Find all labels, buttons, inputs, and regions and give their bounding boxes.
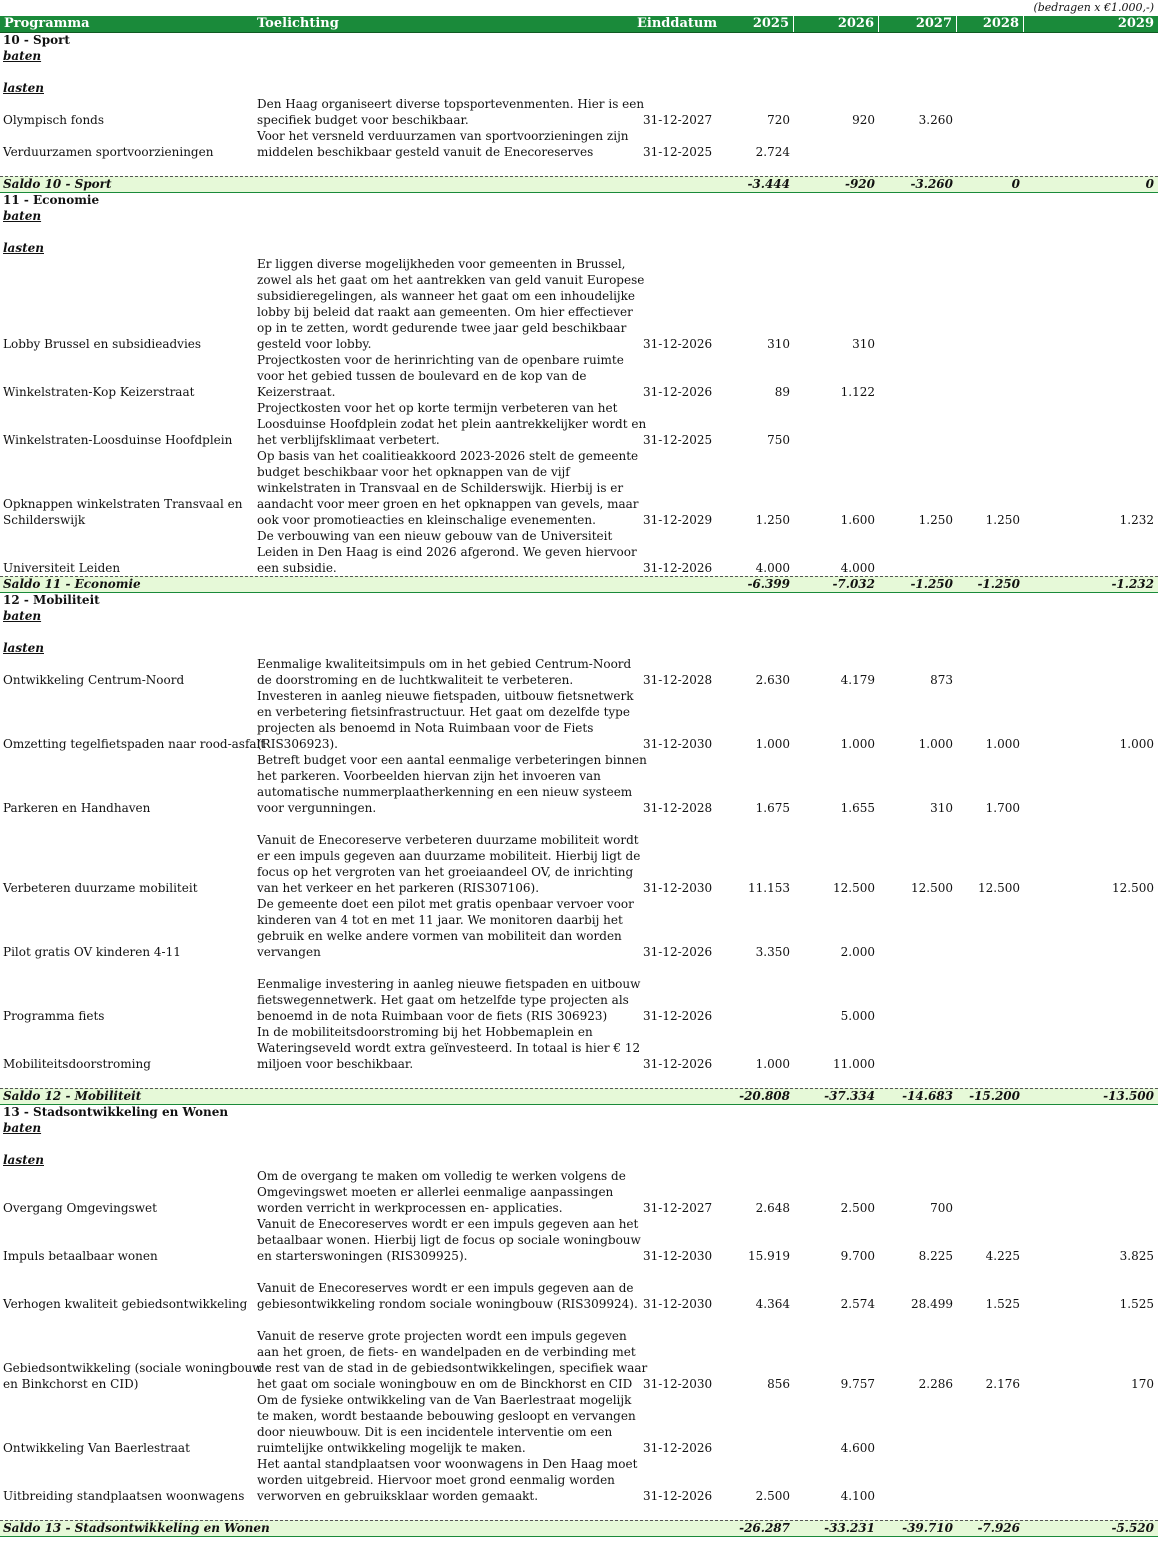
row-einddatum: 31-12-2026 xyxy=(643,1489,713,1503)
saldo-value: -1.250 xyxy=(977,577,1020,591)
saldo-value: 0 xyxy=(1011,177,1020,191)
row-toelichting-line: Omgevingswet moeten er allerlei eenmalige aanpassingen xyxy=(257,1185,614,1199)
row-amount: 2.500 xyxy=(755,1489,790,1503)
program-title-text: 10 - Sport xyxy=(3,33,70,47)
header-year: 2029 xyxy=(1117,16,1154,31)
saldo-value: -37.334 xyxy=(824,1089,875,1103)
row-amount: 1.675 xyxy=(755,801,790,815)
row-programma: Verduurzamen sportvoorzieningen xyxy=(3,145,214,159)
row-amount: 1.122 xyxy=(840,385,875,399)
table-row xyxy=(0,256,1158,352)
row-toelichting-line: benoemd in de nota Ruimbaan voor de fiets (RIS 306923) xyxy=(257,1009,608,1023)
row-toelichting-line: subsidieregelingen, als wanneer het gaat om een inhoudelijke xyxy=(257,289,636,303)
section-label xyxy=(0,240,1158,256)
header-year: 2028 xyxy=(982,16,1019,31)
saldo-value: -6.399 xyxy=(747,577,790,591)
row-amount: 1.232 xyxy=(1119,513,1154,527)
program-title xyxy=(0,192,1158,208)
section-label xyxy=(0,1120,1158,1136)
row-toelichting-line: De gemeente doet een pilot met gratis openbaar vervoer voor xyxy=(257,897,634,911)
row-toelichting-line: op in te zetten, wordt gedurende twee jaar geld beschikbaar xyxy=(257,321,627,335)
row-toelichting-line: Vanuit de reserve grote projecten wordt een impuls gegeven xyxy=(257,1329,627,1343)
row-amount: 1.000 xyxy=(755,737,790,751)
row-amount: 310 xyxy=(852,337,875,351)
row-einddatum: 31-12-2030 xyxy=(643,1297,713,1311)
table-row xyxy=(0,752,1158,816)
row-amount: 1.250 xyxy=(918,513,953,527)
row-einddatum: 31-12-2028 xyxy=(643,801,713,815)
header-year: 2025 xyxy=(752,16,789,31)
row-toelichting-line: focus op het vergroten van het groeiaandeel OV, de inrichting xyxy=(257,865,634,879)
section-label xyxy=(0,640,1158,656)
row-toelichting-line: Loosduinse Hoofdplein zodat het plein aantrekkelijker wordt en xyxy=(257,417,647,431)
row-amount: 15.919 xyxy=(748,1249,790,1263)
row-einddatum: 31-12-2029 xyxy=(643,513,713,527)
row-toelichting-line: Op basis van het coalitieakkoord 2023-2026 stelt de gemeente xyxy=(257,449,639,463)
row-toelichting-line: te maken, wordt bestaande bebouwing gesloopt en vervangen xyxy=(257,1409,636,1423)
row-toelichting-line: Investeren in aanleg nieuwe fietspaden, uitbouw fietsnetwerk xyxy=(257,689,634,703)
program-title-text: 13 - Stadsontwikkeling en Wonen xyxy=(3,1105,229,1119)
row-toelichting-line: lobby bij beleid dat raakt aan gemeenten. Om hier effectiever xyxy=(257,305,633,319)
row-amount: 89 xyxy=(774,385,790,399)
program-title xyxy=(0,1104,1158,1120)
row-toelichting-line: Eenmalige kwaliteitsimpuls om in het gebied Centrum-Noord xyxy=(257,657,632,671)
row-programma: Universiteit Leiden xyxy=(3,561,121,575)
section-label xyxy=(0,208,1158,224)
table-row xyxy=(0,1024,1158,1072)
header-separator xyxy=(956,16,957,32)
row-amount: 3.350 xyxy=(755,945,790,959)
table-row xyxy=(0,400,1158,448)
section-label-text: baten xyxy=(3,49,42,63)
section-label xyxy=(0,48,1158,64)
row-toelichting-line: (RIS306923). xyxy=(257,737,338,751)
row-amount: 3.260 xyxy=(918,113,953,127)
row-einddatum: 31-12-2026 xyxy=(643,1009,713,1023)
row-einddatum: 31-12-2026 xyxy=(643,945,713,959)
row-amount: 3.825 xyxy=(1119,1249,1154,1263)
row-toelichting-line: De verbouwing van een nieuw gebouw van de Universiteit xyxy=(257,529,613,543)
row-programma: Gebiedsontwikkeling (sociale woningbouw xyxy=(3,1361,263,1375)
row-toelichting-line: automatische nummerplaatherkenning en een nieuw systeem xyxy=(257,785,633,799)
row-programma: Pilot gratis OV kinderen 4-11 xyxy=(3,945,181,959)
header-separator xyxy=(1023,16,1024,32)
row-toelichting-line: specifiek budget voor beschikbaar. xyxy=(257,113,469,127)
row-toelichting-line: kinderen van 4 tot en met 11 jaar. We monitoren daarbij het xyxy=(257,913,623,927)
saldo-label: Saldo 10 - Sport xyxy=(3,177,112,191)
row-amount: 720 xyxy=(767,113,790,127)
row-toelichting-line: Eenmalige investering in aanleg nieuwe fietspaden en uitbouw xyxy=(257,977,641,991)
saldo-label: Saldo 12 - Mobiliteit xyxy=(3,1089,142,1103)
row-programma: Overgang Omgevingswet xyxy=(3,1201,157,1215)
row-amount: 1.250 xyxy=(985,513,1020,527)
row-toelichting-line: aandacht voor meer groen en het opknappen van gevels, maar xyxy=(257,497,639,511)
row-toelichting-line: het parkeren. Voorbeelden hiervan zijn het invoeren van xyxy=(257,769,601,783)
row-amount: 856 xyxy=(767,1377,790,1391)
saldo-label: Saldo 13 - Stadsontwikkeling en Wonen xyxy=(3,1521,270,1535)
table-row xyxy=(0,656,1158,688)
table-row xyxy=(0,960,1158,1024)
row-programma: Verhogen kwaliteit gebiedsontwikkeling xyxy=(3,1297,248,1311)
row-programma: Impuls betaalbaar wonen xyxy=(3,1249,158,1263)
row-toelichting-line: Projectkosten voor het op korte termijn verbeteren van het xyxy=(257,401,618,415)
row-einddatum: 31-12-2027 xyxy=(643,113,713,127)
section-label xyxy=(0,608,1158,624)
row-einddatum: 31-12-2026 xyxy=(643,385,713,399)
saldo-value: -7.926 xyxy=(977,1521,1020,1535)
program-title xyxy=(0,592,1158,608)
row-programma: Schilderswijk xyxy=(3,513,86,527)
section-label-text: lasten xyxy=(3,1153,44,1167)
section-label-text: lasten xyxy=(3,641,44,655)
row-toelichting-line: gesteld voor lobby. xyxy=(257,337,372,351)
row-amount: 170 xyxy=(1131,1377,1154,1391)
row-toelichting-line: de doorstroming en de luchtkwaliteit te verbeteren. xyxy=(257,673,574,687)
saldo-value: -1.232 xyxy=(1111,577,1154,591)
row-toelichting-line: Om de overgang te maken om volledig te werken volgens de xyxy=(257,1169,626,1183)
row-amount: 1.600 xyxy=(840,513,875,527)
row-toelichting-line: worden uitgebreid. Hiervoor moet grond eenmalig worden xyxy=(257,1473,615,1487)
row-toelichting-line: Leiden in Den Haag is eind 2026 afgerond. We geven hiervoor xyxy=(257,545,637,559)
row-toelichting-line: Voor het versneld verduurzamen van sportvoorzieningen zijn xyxy=(257,129,629,143)
saldo-value: -33.231 xyxy=(824,1521,875,1535)
section-label-text: lasten xyxy=(3,241,44,255)
section-label-text: lasten xyxy=(3,81,44,95)
row-amount: 12.500 xyxy=(1112,881,1154,895)
saldo-row xyxy=(0,1088,1158,1105)
row-einddatum: 31-12-2030 xyxy=(643,737,713,751)
row-amount: 4.000 xyxy=(755,561,790,575)
saldo-value: -7.032 xyxy=(832,577,875,591)
row-amount: 11.153 xyxy=(748,881,790,895)
header-year: 2026 xyxy=(837,16,874,31)
row-amount: 2.176 xyxy=(985,1377,1020,1391)
table-row xyxy=(0,1392,1158,1456)
section-label-text: baten xyxy=(3,1121,42,1135)
row-amount: 1.000 xyxy=(755,1057,790,1071)
row-toelichting-line: Den Haag organiseert diverse topsportevenmenten. Hier is een xyxy=(257,97,645,111)
row-einddatum: 31-12-2026 xyxy=(643,1441,713,1455)
saldo-value: -3.260 xyxy=(910,177,953,191)
row-amount: 310 xyxy=(767,337,790,351)
row-einddatum: 31-12-2026 xyxy=(643,561,713,575)
program-title-text: 11 - Economie xyxy=(3,193,100,207)
saldo-value: -5.520 xyxy=(1111,1521,1154,1535)
row-toelichting-line: Wateringseveld wordt extra geïnvesteerd. In totaal is hier € 12 xyxy=(257,1041,641,1055)
saldo-label: Saldo 11 - Economie xyxy=(3,577,141,591)
row-amount: 1.000 xyxy=(840,737,875,751)
row-programma: Winkelstraten-Loosduinse Hoofdplein xyxy=(3,433,233,447)
row-amount: 700 xyxy=(930,1201,953,1215)
saldo-value: -39.710 xyxy=(902,1521,953,1535)
header-toelichting: Toelichting xyxy=(257,16,339,31)
table-row xyxy=(0,1312,1158,1392)
row-programma: Olympisch fonds xyxy=(3,113,105,127)
table-header xyxy=(0,16,1158,33)
table-row xyxy=(0,816,1158,896)
row-amount: 4.000 xyxy=(840,561,875,575)
row-amount: 8.225 xyxy=(918,1249,953,1263)
header-separator xyxy=(793,16,794,32)
row-amount: 1.000 xyxy=(985,737,1020,751)
table-row xyxy=(0,896,1158,960)
saldo-value: 0 xyxy=(1145,177,1154,191)
row-toelichting-line: ook voor promotieacties en kleinschalige evenementen. xyxy=(257,513,596,527)
row-toelichting-line: Om de fysieke ontwikkeling van de Van Baerlestraat mogelijk xyxy=(257,1393,632,1407)
row-toelichting-line: middelen beschikbaar gesteld vanuit de Enecoreserves xyxy=(257,145,594,159)
row-einddatum: 31-12-2026 xyxy=(643,337,713,351)
row-amount: 12.500 xyxy=(833,881,875,895)
section-label xyxy=(0,80,1158,96)
section-label-text: baten xyxy=(3,209,42,223)
section-label-text: baten xyxy=(3,609,42,623)
table-row xyxy=(0,448,1158,528)
row-amount: 9.757 xyxy=(840,1377,875,1391)
saldo-value: -26.287 xyxy=(739,1521,790,1535)
row-programma: Ontwikkeling Van Baerlestraat xyxy=(3,1441,190,1455)
row-toelichting-line: en starterswoningen (RIS309925). xyxy=(257,1249,468,1263)
row-amount: 1.700 xyxy=(985,801,1020,815)
row-toelichting-line: voor het gebied tussen de boulevard en de kop van de xyxy=(257,369,587,383)
header-programma: Programma xyxy=(4,16,90,31)
row-toelichting-line: van het verkeer en het parkeren (RIS307106). xyxy=(257,881,540,895)
row-toelichting-line: het gaat om sociale woningbouw en om de Binckhorst en CID xyxy=(257,1377,633,1391)
saldo-row xyxy=(0,576,1158,593)
table-row xyxy=(0,528,1158,576)
row-toelichting-line: door nieuwbouw. Dit is een incidentele interventie om een xyxy=(257,1425,613,1439)
row-toelichting-line: aan het groen, de fiets- en wandelpaden en de verbinding met xyxy=(257,1345,636,1359)
row-einddatum: 31-12-2027 xyxy=(643,1201,713,1215)
table-row xyxy=(0,1216,1158,1264)
row-amount: 2.574 xyxy=(840,1297,875,1311)
row-einddatum: 31-12-2030 xyxy=(643,1249,713,1263)
row-amount: 4.225 xyxy=(985,1249,1020,1263)
row-toelichting-line: zowel als het gaat om het aantrekken van geld vanuit Europese xyxy=(257,273,645,287)
saldo-value: -14.683 xyxy=(902,1089,953,1103)
row-amount: 2.500 xyxy=(840,1201,875,1215)
row-toelichting-line: ruimtelijke ontwikkeling mogelijk te maken. xyxy=(257,1441,526,1455)
section-label xyxy=(0,1152,1158,1168)
table-row xyxy=(0,688,1158,752)
row-amount: 9.700 xyxy=(840,1249,875,1263)
saldo-value: -15.200 xyxy=(969,1089,1020,1103)
saldo-row xyxy=(0,176,1158,193)
row-toelichting-line: miljoen voor beschikbaar. xyxy=(257,1057,414,1071)
row-toelichting-line: er een impuls gegeven aan duurzame mobiliteit. Hierbij ligt de xyxy=(257,849,641,863)
row-einddatum: 31-12-2026 xyxy=(643,1057,713,1071)
row-toelichting-line: Vanuit de Enecoreserves wordt er een impuls gegeven aan de xyxy=(257,1281,634,1295)
row-programma: Omzetting tegelfietspaden naar rood-asfalt xyxy=(3,737,266,751)
row-amount: 4.364 xyxy=(755,1297,790,1311)
row-programma: Ontwikkeling Centrum-Noord xyxy=(3,673,185,687)
row-toelichting-line: Betreft budget voor een aantal eenmalige verbeteringen binnen xyxy=(257,753,647,767)
row-einddatum: 31-12-2030 xyxy=(643,1377,713,1391)
row-toelichting-line: Projectkosten voor de herinrichting van de openbare ruimte xyxy=(257,353,624,367)
row-toelichting-line: winkelstraten in Transvaal en de Schilderswijk. Hierbij is er xyxy=(257,481,624,495)
table-row xyxy=(0,1264,1158,1312)
row-amount: 1.525 xyxy=(985,1297,1020,1311)
row-toelichting-line: In de mobiliteitsdoorstroming bij het Hobbemaplein en xyxy=(257,1025,593,1039)
row-einddatum: 31-12-2025 xyxy=(643,433,713,447)
row-programma: Programma fiets xyxy=(3,1009,105,1023)
row-programma: Verbeteren duurzame mobiliteit xyxy=(3,881,198,895)
row-programma: Opknappen winkelstraten Transvaal en xyxy=(3,497,243,511)
table-row xyxy=(0,96,1158,128)
table-row xyxy=(0,128,1158,160)
row-amount: 28.499 xyxy=(911,1297,953,1311)
row-toelichting-line: gebruik en welke andere vormen van mobiliteit dan worden xyxy=(257,929,622,943)
row-amount: 1.250 xyxy=(755,513,790,527)
row-amount: 12.500 xyxy=(911,881,953,895)
row-amount: 4.600 xyxy=(840,1441,875,1455)
row-toelichting-line: betaalbaar wonen. Hierbij ligt de focus op sociale woningbouw xyxy=(257,1233,641,1247)
program-title-text: 12 - Mobiliteit xyxy=(3,593,100,607)
row-toelichting-line: fietswegennetwerk. Het gaat om hetzelfde type projecten als xyxy=(257,993,629,1007)
row-toelichting-line: worden verricht in werkprocessen en- applicaties. xyxy=(257,1201,563,1215)
row-amount: 310 xyxy=(930,801,953,815)
row-amount: 750 xyxy=(767,433,790,447)
row-amount: 12.500 xyxy=(978,881,1020,895)
saldo-value: -13.500 xyxy=(1103,1089,1154,1103)
row-toelichting-line: Vanuit de Enecoreserves wordt er een impuls gegeven aan het xyxy=(257,1217,639,1231)
row-toelichting-line: Keizerstraat. xyxy=(257,385,336,399)
saldo-value: -20.808 xyxy=(739,1089,790,1103)
row-amount: 5.000 xyxy=(840,1009,875,1023)
row-amount: 1.000 xyxy=(918,737,953,751)
saldo-value: -920 xyxy=(844,177,875,191)
table-row xyxy=(0,1456,1158,1504)
row-amount: 2.648 xyxy=(755,1201,790,1215)
row-amount: 1.525 xyxy=(1119,1297,1154,1311)
row-amount: 2.630 xyxy=(755,673,790,687)
row-programma: en Binkchorst en CID) xyxy=(3,1377,139,1391)
row-programma: Uitbreiding standplaatsen woonwagens xyxy=(3,1489,245,1503)
row-programma: Winkelstraten-Kop Keizerstraat xyxy=(3,385,195,399)
program-title xyxy=(0,32,1158,48)
row-toelichting-line: Vanuit de Enecoreserve verbeteren duurzame mobiliteit wordt xyxy=(257,833,639,847)
row-amount: 2.000 xyxy=(840,945,875,959)
row-einddatum: 31-12-2025 xyxy=(643,145,713,159)
row-toelichting-line: budget beschikbaar voor het opknappen van de vijf xyxy=(257,465,570,479)
row-amount: 2.286 xyxy=(918,1377,953,1391)
row-toelichting-line: vervangen xyxy=(257,945,321,959)
row-programma: Lobby Brussel en subsidieadvies xyxy=(3,337,202,351)
saldo-row xyxy=(0,1520,1158,1537)
row-programma: Mobiliteitsdoorstroming xyxy=(3,1057,151,1071)
row-toelichting-line: projecten als benoemd in Nota Ruimbaan voor de Fiets xyxy=(257,721,594,735)
row-toelichting-line: een subsidie. xyxy=(257,561,337,575)
saldo-value: -1.250 xyxy=(910,577,953,591)
row-toelichting-line: de rest van de stad in de gebiedsontwikkelingen, specifiek waar xyxy=(257,1361,648,1375)
header-separator xyxy=(878,16,879,32)
row-programma: Parkeren en Handhaven xyxy=(3,801,151,815)
row-toelichting-line: het verblijfsklimaat verbetert. xyxy=(257,433,440,447)
row-toelichting-line: en verbetering fietsinfrastructuur. Het gaat om dezelfde type xyxy=(257,705,630,719)
header-year: 2027 xyxy=(915,16,952,31)
row-amount: 873 xyxy=(930,673,953,687)
table-row xyxy=(0,1168,1158,1216)
row-toelichting-line: Het aantal standplaatsen voor woonwagens in Den Haag moet xyxy=(257,1457,638,1471)
header-einddatum: Einddatum xyxy=(637,16,718,31)
row-amount: 2.724 xyxy=(755,145,790,159)
row-toelichting-line: Er liggen diverse mogelijkheden voor gemeenten in Brussel, xyxy=(257,257,626,271)
row-amount: 4.179 xyxy=(840,673,875,687)
row-amount: 4.100 xyxy=(840,1489,875,1503)
row-toelichting-line: verworven en gebruiksklaar worden gemaakt. xyxy=(257,1489,539,1503)
row-amount: 1.655 xyxy=(840,801,875,815)
row-amount: 1.000 xyxy=(1119,737,1154,751)
row-toelichting-line: gebiesontwikkeling rondom sociale woningbouw (RIS309924). xyxy=(257,1297,638,1311)
row-amount: 920 xyxy=(852,113,875,127)
saldo-value: -3.444 xyxy=(747,177,790,191)
row-toelichting-line: voor vergunningen. xyxy=(257,801,377,815)
row-einddatum: 31-12-2030 xyxy=(643,881,713,895)
table-row xyxy=(0,352,1158,400)
row-amount: 11.000 xyxy=(833,1057,875,1071)
row-einddatum: 31-12-2028 xyxy=(643,673,713,687)
amount-unit-note: (bedragen x €1.000,-) xyxy=(1033,1,1154,14)
